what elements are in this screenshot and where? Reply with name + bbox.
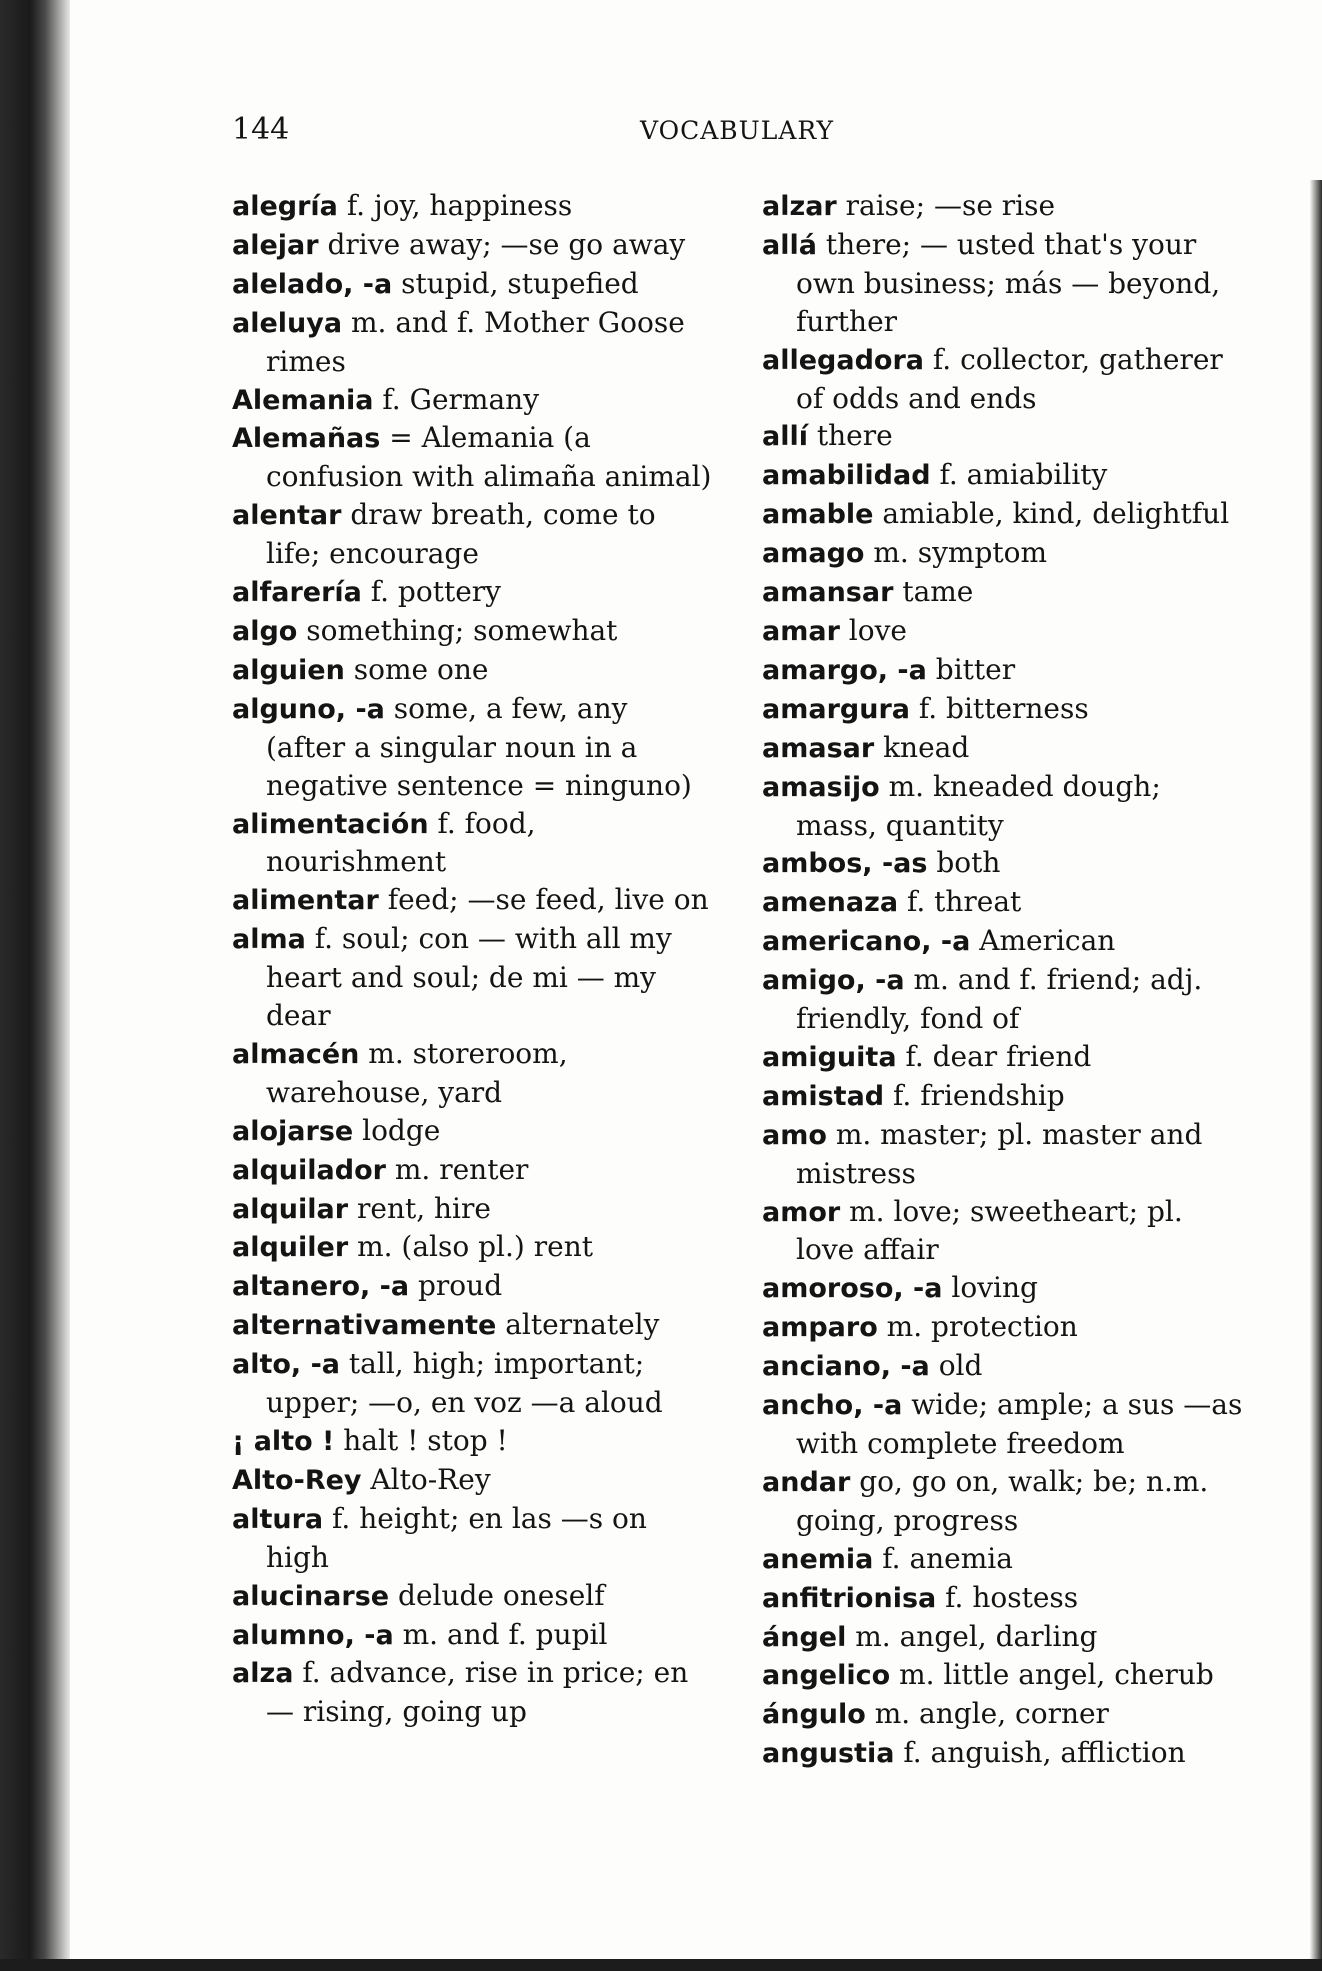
vocab-entry [762,495,1244,534]
definition: f. bitterness [918,691,1089,725]
vocab-entry [232,1461,712,1500]
vocab-entry [762,883,1244,922]
headword: ¡ alto ! [232,1426,335,1457]
vocab-entry [232,1306,712,1345]
headword: allí [762,421,808,453]
vocab-entry [762,1386,1244,1463]
vocab-entry [232,1267,712,1306]
vocab-entry [762,456,1244,495]
vocab-entry [762,1463,1244,1540]
vocab-entry [232,805,712,882]
headword: amigo, -a [762,965,905,997]
definition: m. little angel, cherub [899,1658,1214,1692]
headword: Alemania [232,384,374,416]
headword: amargura [762,693,910,725]
vocab-entry [232,1345,712,1422]
headword: amasijo [762,771,880,803]
vocab-entry [762,1695,1244,1734]
headword: alucinarse [232,1580,390,1612]
vocab-entry [762,844,1244,883]
definition: m. and f. Mother Goose rimes [266,305,685,378]
definition: there; — usted that's your own business; más — beyond, further [796,227,1221,338]
vocab-entry [762,417,1244,456]
vocab-entry [762,1540,1244,1579]
headword: alma [232,924,306,956]
vocab-entry [762,1656,1244,1695]
vocab-entry [762,961,1244,1038]
headword: amistad [762,1080,885,1112]
definition: f. anemia [882,1541,1013,1575]
vocab-entry [762,729,1244,768]
definition: delude oneself [398,1578,605,1612]
vocab-entry [232,1112,712,1151]
definition: f. friendship [893,1078,1065,1112]
headword: altanero, -a [232,1271,410,1303]
definition: tall, high; important; upper; —o, en voz —a aloud [266,1347,663,1420]
definition: m. angel, darling [855,1619,1098,1653]
vocab-entry [232,1151,712,1190]
page-header [232,112,1192,156]
headword: amiguita [762,1041,897,1073]
vocab-entry [232,1654,712,1731]
definition: f. amiability [939,458,1108,492]
scan-edge-right [1310,180,1322,1971]
definition: f. collector, gatherer of odds and ends [796,342,1223,415]
headword: anciano, -a [762,1351,930,1383]
headword: alzar [762,191,837,222]
vocab-entry [762,922,1244,961]
vocab-entry [762,226,1244,341]
headword: amargo, -a [762,654,927,686]
headword: altura [232,1503,324,1535]
definition: something; somewhat [306,613,618,647]
vocab-entry [232,304,712,381]
vocab-entry [232,496,712,573]
headword: alguien [232,654,345,686]
vocab-entry [762,1734,1244,1773]
vocab-entry [232,651,712,690]
headword: amar [762,615,840,647]
definition: m. renter [394,1152,529,1186]
headword: alimentar [232,885,379,917]
vocab-entry [762,187,1244,226]
headword: alegría [232,191,338,222]
headword: angustia [762,1738,895,1770]
headword: andar [762,1466,851,1498]
headword: algo [232,615,298,647]
headword: amabilidad [762,460,931,492]
right-column [762,187,1244,1773]
headword: alojarse [232,1115,354,1147]
definition: raise; —se rise [845,189,1056,222]
headword: aleluya [232,307,343,339]
definition: halt ! stop ! [343,1424,508,1457]
vocab-entry [762,1579,1244,1618]
headword: ambos, -as [762,848,928,880]
definition: f. pottery [370,575,501,609]
headword: amoroso, -a [762,1273,943,1305]
vocab-entry [232,1616,712,1655]
headword: anemia [762,1543,874,1575]
headword: alguno, -a [232,693,385,725]
headword: ángulo [762,1699,866,1731]
definition: f. Germany [382,382,540,416]
definition: some, a few, any (after a singular noun in a negative sentence = ninguno) [266,691,692,802]
definition: tame [902,575,974,609]
vocab-entry [232,226,712,265]
definition: m. angle, corner [874,1697,1109,1731]
vocab-entry [762,534,1244,573]
definition: draw breath, come to life; encourage [266,498,656,571]
scan-edge-bottom [0,1959,1322,1971]
headword: ángel [762,1621,847,1653]
vocab-entry [762,573,1244,612]
headword: alquilador [232,1154,386,1186]
headword: alentar [232,500,342,532]
vocab-entry [762,1116,1244,1193]
headword: alfarería [232,577,362,609]
definition: f. dear friend [905,1039,1092,1073]
definition: f. food, nourishment [266,806,536,879]
definition: alternately [505,1308,660,1342]
definition: knead [883,730,970,764]
definition: drive away; —se go away [327,227,686,261]
definition: m. love; sweetheart; pl. love affair [796,1194,1183,1267]
vocab-entry [762,690,1244,729]
vocab-entry [762,1269,1244,1308]
definition: f. threat [906,885,1022,919]
headword: alimentación [232,808,429,840]
vocab-entry [762,1618,1244,1657]
definition: rent, hire [356,1191,491,1225]
definition: = Alemania (a confusion with alimaña animal) [266,421,712,494]
vocab-entry [762,1347,1244,1386]
headword: amor [762,1196,841,1228]
headword: Alemañas [232,423,381,455]
vocab-entry [762,768,1244,845]
vocab-entry [232,612,712,651]
vocab-entry [762,1038,1244,1077]
vocab-entry [232,1228,712,1267]
vocab-entry [232,573,712,612]
definition: f. advance, rise in price; en — rising, going up [266,1656,689,1729]
headword: alejar [232,229,319,261]
definition: love [848,613,907,647]
headword: alquiler [232,1232,349,1264]
vocab-entry [762,1308,1244,1347]
running-head: VOCABULARY [640,116,834,145]
headword: amago [762,538,865,570]
vocab-entry [762,612,1244,651]
headword: amo [762,1119,827,1151]
definition: go, go on, walk; be; n.m. going, progress [796,1464,1209,1537]
vocab-entry [232,1035,712,1112]
headword: alternativamente [232,1310,497,1342]
definition: some one [353,652,489,686]
definition: American [979,924,1116,958]
definition: m. and f. friend; adj. friendly, fond of [796,963,1203,1036]
definition: both [936,846,1001,880]
headword: amparo [762,1312,878,1344]
definition: lodge [362,1113,441,1147]
left-column [232,187,712,1731]
definition: m. symptom [873,536,1048,570]
vocab-entry [762,341,1244,418]
definition: m. protection [886,1310,1078,1344]
headword: angelico [762,1660,891,1692]
headword: alza [232,1658,294,1690]
vocab-entry [232,1422,712,1461]
definition: bitter [935,652,1016,686]
vocab-entry [232,381,712,420]
vocab-entry [232,265,712,304]
headword: ancho, -a [762,1390,903,1422]
headword: amable [762,499,874,531]
vocab-entry [232,419,712,496]
definition: proud [418,1269,503,1303]
headword: Alto-Rey [232,1464,362,1496]
vocab-entry [232,1577,712,1616]
vocab-entry [232,690,712,805]
definition: m. (also pl.) rent [357,1230,593,1264]
headword: anfitrionisa [762,1582,937,1614]
definition: f. soul; con — with all my heart and soul; de mi — my dear [266,922,672,1033]
definition: m. kneaded dough; mass, quantity [796,769,1161,842]
vocab-entry [762,1077,1244,1116]
page-number: 144 [232,112,290,147]
definition: loving [951,1271,1038,1305]
vocab-entry [762,651,1244,690]
vocab-entry [232,1500,712,1577]
vocab-entry [232,920,712,1035]
headword: alquilar [232,1193,349,1225]
definition: m. master; pl. master and mistress [796,1117,1203,1190]
headword: almacén [232,1038,360,1070]
definition: m. storeroom, warehouse, yard [266,1036,568,1109]
vocab-entry [232,881,712,920]
vocab-entry [232,1190,712,1229]
vocab-entry [232,187,712,226]
scan-edge-left [0,0,70,1971]
headword: allá [762,229,817,261]
headword: amansar [762,577,894,609]
definition: wide; ample; a sus —as with complete freedom [796,1388,1243,1460]
definition: old [938,1349,983,1383]
headword: allegadora [762,344,924,376]
headword: americano, -a [762,926,971,958]
definition: stupid, stupefied [401,266,639,300]
definition: Alto-Rey [370,1462,491,1496]
definition: f. height; en las —s on high [266,1501,647,1574]
definition: amiable, kind, delightful [882,497,1230,531]
definition: m. and f. pupil [402,1617,608,1651]
definition: there [816,419,893,453]
headword: amasar [762,732,875,764]
headword: amenaza [762,887,899,919]
definition: feed; —se feed, live on [387,883,709,917]
headword: alto, -a [232,1349,341,1381]
vocab-entry [762,1193,1244,1270]
definition: f. joy, happiness [346,189,573,222]
definition: f. hostess [945,1580,1079,1614]
definition: f. anguish, affliction [903,1736,1186,1770]
headword: alumno, -a [232,1619,394,1651]
headword: alelado, -a [232,268,393,300]
